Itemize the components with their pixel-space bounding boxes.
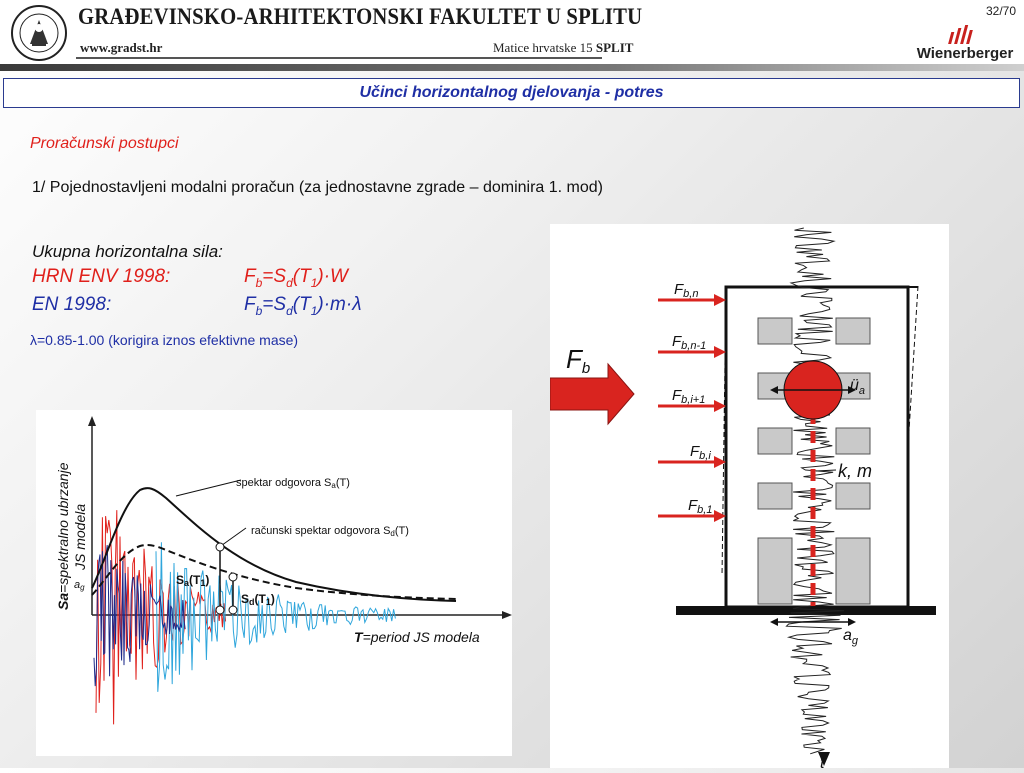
standard-hrn: HRN ENV 1998:: [32, 266, 171, 287]
ag-label: ag: [74, 579, 85, 592]
design-spectrum-curve: [92, 545, 456, 599]
section-subtitle: Proračunski postupci: [30, 135, 179, 152]
sa-point: [216, 543, 224, 551]
building-svg: [550, 224, 949, 768]
red-accelerogram: [96, 510, 226, 724]
x-axis-arrow: [502, 611, 512, 619]
formula-en: $F_b=S_d(T_1)\cdot m\cdot\lambda$: [244, 294, 362, 318]
storey-force-label: $F_{b,n}$: [674, 281, 699, 300]
sa-t1-label: Sa(T1): [176, 573, 210, 588]
sd-t1-label: Sd(T1): [241, 592, 275, 607]
standard-en: EN 1998:: [32, 294, 112, 315]
y-axis-label-2: JS modela: [72, 503, 88, 570]
storey-force-arrowhead: [714, 510, 726, 522]
t-label: t: [820, 755, 825, 768]
storey-force-arrowhead: [714, 346, 726, 358]
storey-forces: [658, 281, 726, 522]
university-seal-icon: [10, 4, 68, 62]
design-label: računski spektar odgovora Sd(T): [251, 525, 409, 538]
storey-force-arrowhead: [714, 294, 726, 306]
spectrum-leader: [176, 480, 241, 496]
page-number: 32/70: [985, 4, 1016, 18]
sd-point: [229, 573, 237, 581]
storey-force-label: $F_{b,i}$: [690, 443, 711, 462]
header-rule: [76, 57, 602, 59]
header-band: [0, 64, 1024, 71]
formula-hrn: $F_b=S_d(T_1)\cdot W$: [244, 266, 348, 290]
wienerberger-logo: [910, 22, 1020, 64]
spectrum-svg: [36, 410, 512, 756]
building-figure: [550, 224, 949, 768]
formula-row-hrn: [32, 266, 348, 290]
km-label: k, m: [838, 461, 872, 481]
formula-row-en: [32, 294, 362, 318]
x-axis-label: T=period JS modela: [354, 629, 480, 645]
building-frame: [726, 287, 908, 607]
t1b-point: [229, 606, 237, 614]
lambda-note: λ=0.85-1.00 (korigira iznos efektivne mase): [30, 332, 299, 348]
address: Matice hrvatske 15 SPLIT: [493, 40, 634, 55]
slide-title: Učinci horizontalnog djelovanja - potres: [3, 78, 1020, 108]
red-wave: [96, 510, 226, 724]
university-name: GRAĐEVINSKO-ARHITEKTONSKI FAKULTET U SPLITU: [78, 4, 643, 29]
fb-label: Fb: [566, 344, 591, 377]
spectrum-label: spektar odgovora Sa(T): [236, 477, 350, 490]
slide-header: [0, 0, 1024, 70]
storey-force-label: $F_{b,i+1}$: [672, 387, 706, 406]
storey-force-label: $F_{b,1}$: [688, 497, 713, 516]
y-axis-arrow: [88, 416, 96, 426]
blue-wave: [156, 542, 395, 692]
y-axis-label: Sa=spektralno ubrzanje: [55, 462, 71, 610]
storey-force-label: $F_{b,n-1}$: [672, 333, 707, 352]
storey-force-arrowhead: [714, 456, 726, 468]
method-description: 1/ Pojednostavljeni modalni proračun (za jednostavne zgrade – dominira 1. mod): [32, 179, 603, 196]
fb-arrow: [550, 364, 634, 424]
svg-text:Wienerberger: Wienerberger: [916, 45, 1014, 62]
ag-label-right: $a_g$: [843, 627, 859, 647]
ua-label: $ü_a$: [850, 377, 866, 397]
website-link[interactable]: www.gradst.hr: [80, 40, 163, 55]
blue-accelerogram: [156, 542, 395, 692]
force-label: Ukupna horizontalna sila:: [32, 242, 223, 261]
response-spectrum-figure: [36, 410, 512, 756]
t1-point: [216, 606, 224, 614]
